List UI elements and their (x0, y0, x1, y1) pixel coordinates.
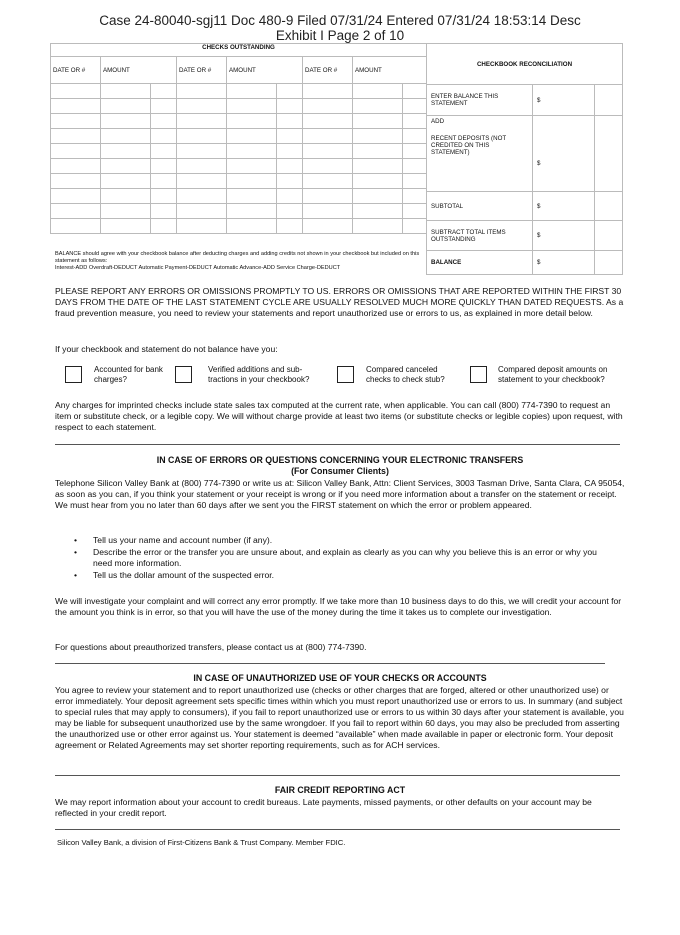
table-cell[interactable] (303, 159, 353, 174)
table-cell[interactable] (277, 159, 303, 174)
enter-balance-dollar: $ (533, 85, 595, 116)
checkbox-bank-charges[interactable] (65, 366, 82, 383)
table-cell[interactable] (151, 114, 177, 129)
divider-4 (55, 829, 620, 830)
col-date-1: DATE OR # (51, 57, 101, 84)
imprinted-checks-paragraph: Any charges for imprinted checks include state sales tax computed at the current rate, when applicable. You can call (800) 774-7390 to request an item or substitute check, or a legible copy. We will without charge provide at least two items (or substitute checks or legible copies) upon request, with respect to each statement. (55, 400, 623, 432)
table-cell[interactable] (353, 219, 403, 234)
table-row (51, 144, 427, 159)
list-item-text: Tell us your name and account number (if any). (93, 535, 273, 545)
table-cell[interactable] (353, 129, 403, 144)
table-cell[interactable] (227, 174, 277, 189)
table-cell[interactable] (151, 219, 177, 234)
list-item: • Tell us your name and account number (if any). (74, 535, 273, 545)
report-errors-paragraph: PLEASE REPORT ANY ERRORS OR OMISSIONS PROMPTLY TO US. ERRORS OR OMISSIONS THAT ARE REPORTED WITHIN THE FIRST 30 DAYS FROM THE DATE OF THE LAST STATEMENT CYCLE ARE USUALLY RESOLVED MUCH MORE QUICKLY THAN DATED REQUESTS. As a fraud prevention measure, you need to review your statements and report unauthorized use or errors to us, as explained in more detail below. (55, 286, 624, 318)
checkbox-compared-checks[interactable] (337, 366, 354, 383)
col-date-3: DATE OR # (303, 57, 353, 84)
col-amount-3: AMOUNT (353, 57, 427, 84)
table-cell[interactable] (51, 204, 101, 219)
table-cell[interactable] (101, 144, 151, 159)
table-cell[interactable] (353, 174, 403, 189)
checks-outstanding-table (50, 43, 427, 234)
table-cell[interactable] (227, 159, 277, 174)
table-cell[interactable] (227, 144, 277, 159)
bank-footer: Silicon Valley Bank, a division of First-Citizens Bank & Trust Company. Member FDIC. (57, 838, 346, 847)
divider-2 (55, 663, 605, 664)
table-cell[interactable] (303, 99, 353, 114)
table-cell[interactable] (277, 114, 303, 129)
subtract-label: SUBTRACT TOTAL ITEMS OUTSTANDING (427, 221, 533, 251)
list-item-text: Tell us the dollar amount of the suspected error. (93, 570, 275, 580)
table-cell[interactable] (151, 99, 177, 114)
table-cell[interactable] (177, 129, 227, 144)
table-row (51, 129, 427, 144)
checklist-bank-charges: Accounted for bank charges? (94, 365, 163, 384)
table-cell[interactable] (51, 144, 101, 159)
table-cell[interactable] (101, 174, 151, 189)
table-cell[interactable] (101, 189, 151, 204)
table-cell[interactable] (277, 204, 303, 219)
table-cell[interactable] (177, 219, 227, 234)
table-cell[interactable] (101, 114, 151, 129)
table-cell[interactable] (277, 99, 303, 114)
table-cell[interactable] (277, 189, 303, 204)
table-cell[interactable] (353, 159, 403, 174)
fcra-body: We may report information about your account to credit bureaus. Late payments, missed payments, or other defaults on your account may be reflected in your credit report. (55, 797, 592, 818)
table-row (51, 114, 427, 129)
table-cell[interactable] (227, 189, 277, 204)
table-cell[interactable] (101, 99, 151, 114)
preauthorized-paragraph: For questions about preauthorized transfers, please contact us at (800) 774-7390. (55, 642, 367, 652)
unauthorized-use-body: You agree to review your statement and to report unauthorized use (checks or other charges that are forged, altered or other unauthorized use) or error immediately. Your deposit agreement sets specific times within which you must report unauthorized use or errors to us. In summary (and subject to special rules that may apply to consumers), if you fail to report unauthorized use or errors to us within 30 days after your statement is available, you may be liable for subsequent unauthorized use by the same wrongdoer. If you fail to report within 60 days, you may also be precluded from asserting the unauthorized use or other error against us. Your statement is deemed “available” when made available in paper or electronic form. Your deposit agreement or Related Agreements may set shorter reporting requirements, such as for ACH services. (55, 685, 624, 750)
table-cell[interactable] (51, 159, 101, 174)
balance-note-text: BALANCE should agree with your checkbook balance after deducting charges and adding credits not shown in your checkbook but included on this statement as follows: (55, 251, 420, 264)
table-row (51, 204, 427, 219)
balance-note (55, 251, 425, 272)
table-cell[interactable] (403, 129, 427, 144)
table-cell[interactable] (51, 174, 101, 189)
table-cell[interactable] (227, 99, 277, 114)
table-cell[interactable] (51, 99, 101, 114)
table-cell[interactable] (101, 129, 151, 144)
balance-dollar: $ (533, 251, 595, 275)
table-cell[interactable] (277, 144, 303, 159)
balance-note-adjustments: Interest-ADD Overdraft-DEDUCT Automatic Payment-DEDUCT Automatic Advance-ADD Service Charge-DEDUCT (55, 265, 341, 271)
table-cell[interactable] (151, 144, 177, 159)
table-cell[interactable] (303, 84, 353, 99)
table-cell[interactable] (177, 204, 227, 219)
consumer-clients-subheading: (For Consumer Clients) (291, 466, 389, 476)
table-cell[interactable] (303, 219, 353, 234)
table-row (51, 189, 427, 204)
table-cell[interactable] (227, 114, 277, 129)
table-cell[interactable] (403, 174, 427, 189)
table-row (51, 84, 427, 99)
deposits-dollar: $ (533, 116, 595, 192)
table-cell[interactable] (277, 129, 303, 144)
table-cell[interactable] (177, 99, 227, 114)
table-cell[interactable] (151, 129, 177, 144)
table-cell[interactable] (403, 99, 427, 114)
table-cell[interactable] (403, 219, 427, 234)
table-cell[interactable] (353, 204, 403, 219)
table-row (51, 174, 427, 189)
table-row (51, 159, 427, 174)
table-cell[interactable] (353, 144, 403, 159)
table-cell[interactable] (303, 189, 353, 204)
table-cell[interactable] (353, 114, 403, 129)
table-cell[interactable] (303, 204, 353, 219)
table-cell[interactable] (227, 204, 277, 219)
table-cell[interactable] (151, 84, 177, 99)
table-cell[interactable] (101, 204, 151, 219)
table-cell[interactable] (51, 219, 101, 234)
table-cell[interactable] (151, 174, 177, 189)
electronic-transfers-body: Telephone Silicon Valley Bank at (800) 774-7390 or write us at: Silicon Valley Bank, Attn: Client Services, 3003 Tasman Drive, Santa Clara, CA 95054, as soon as you can, if you think your statement or your receipt is wrong or if you need more information about a transfer on the statement or receipt. We must hear from you no later than 60 days after we sent you the FIRST statement on which the error or problem appeared. (55, 478, 625, 510)
balance-label: BALANCE (427, 251, 533, 275)
table-cell[interactable] (51, 189, 101, 204)
table-cell[interactable] (151, 204, 177, 219)
table-cell[interactable] (51, 129, 101, 144)
table-cell[interactable] (403, 159, 427, 174)
electronic-transfers-list (55, 535, 615, 582)
col-amount-1: AMOUNT (101, 57, 177, 84)
table-cell[interactable] (403, 189, 427, 204)
table-cell[interactable] (177, 189, 227, 204)
table-cell[interactable] (227, 129, 277, 144)
fcra-heading: FAIR CREDIT REPORTING ACT (274, 785, 406, 795)
table-cell[interactable] (151, 159, 177, 174)
table-cell[interactable] (403, 144, 427, 159)
table-cell[interactable] (277, 174, 303, 189)
table-cell[interactable] (177, 159, 227, 174)
divider-3 (55, 775, 620, 776)
case-header: Case 24-80040-sgj11 Doc 480-9 Filed 07/31/24 Entered 07/31/24 18:53:14 Desc (99, 13, 581, 28)
checkbox-compared-deposits[interactable] (470, 366, 487, 383)
subtotal-dollar: $ (533, 192, 595, 221)
add-label: ADD (431, 118, 445, 125)
table-cell[interactable] (101, 84, 151, 99)
table-cell[interactable] (403, 204, 427, 219)
table-cell[interactable] (277, 84, 303, 99)
table-cell[interactable] (353, 189, 403, 204)
not-balance-prompt: If your checkbook and statement do not balance have you: (55, 344, 278, 354)
list-item-text: Describe the error or the transfer you are unsure about, and explain as clearly as you can why you believe this is an error or why you need more information. (93, 547, 597, 568)
list-item: • Tell us the dollar amount of the suspected error. (74, 570, 275, 580)
table-cell[interactable] (177, 114, 227, 129)
divider-1 (55, 444, 620, 445)
checklist-compared-checks: Compared canceled checks to check stub? (366, 365, 445, 384)
table-cell[interactable] (353, 84, 403, 99)
col-date-2: DATE OR # (177, 57, 227, 84)
investigate-paragraph: We will investigate your complaint and will correct any error promptly. If we take more than 10 business days to do this, we will credit your account for the amount you think is in error, so that you will have the use of the money during the time it takes us to complete our investigation. (55, 596, 622, 617)
exhibit-header: Exhibit I Page 2 of 10 (275, 28, 405, 43)
table-cell[interactable] (303, 129, 353, 144)
table-cell[interactable] (353, 99, 403, 114)
table-cell[interactable] (177, 84, 227, 99)
table-cell[interactable] (51, 84, 101, 99)
table-row (51, 99, 427, 114)
table-cell[interactable] (177, 144, 227, 159)
checkbook-reconciliation-table (426, 43, 623, 275)
table-cell[interactable] (403, 114, 427, 129)
enter-balance-label: ENTER BALANCE THIS STATEMENT (427, 85, 533, 116)
subtract-dollar: $ (533, 221, 595, 251)
subtotal-label: SUBTOTAL (427, 192, 533, 221)
table-cell[interactable] (177, 174, 227, 189)
table-cell[interactable] (303, 174, 353, 189)
col-amount-2: AMOUNT (227, 57, 303, 84)
recent-deposits-label: RECENT DEPOSITS (NOT CREDITED ON THIS STATEMENT) (431, 135, 507, 156)
reconciliation-title: CHECKBOOK RECONCILIATION (427, 44, 623, 85)
list-item: • Describe the error or the transfer you are unsure about, and explain as clearly as you can why you believe this is an error or why you need more information. (74, 547, 597, 568)
checklist-compared-deposits: Compared deposit amounts on statement to your checkbook? (498, 365, 608, 384)
checkbox-verified-additions[interactable] (175, 366, 192, 383)
electronic-transfers-heading: IN CASE OF ERRORS OR QUESTIONS CONCERNING YOUR ELECTRONIC TRANSFERS (156, 455, 524, 465)
table-cell[interactable] (101, 159, 151, 174)
unauthorized-use-heading: IN CASE OF UNAUTHORIZED USE OF YOUR CHECKS OR ACCOUNTS (193, 673, 487, 683)
table-cell[interactable] (303, 144, 353, 159)
table-cell[interactable] (303, 114, 353, 129)
table-row (51, 219, 427, 234)
checklist-verified-additions: Verified additions and sub-tractions in your checkbook? (208, 365, 310, 384)
table-cell[interactable] (51, 114, 101, 129)
table-cell[interactable] (151, 189, 177, 204)
table-cell[interactable] (101, 219, 151, 234)
table-cell[interactable] (403, 84, 427, 99)
table-cell[interactable] (227, 219, 277, 234)
table-cell[interactable] (277, 219, 303, 234)
checks-outstanding-title: CHECKS OUTSTANDING (51, 44, 427, 57)
table-cell[interactable] (227, 84, 277, 99)
